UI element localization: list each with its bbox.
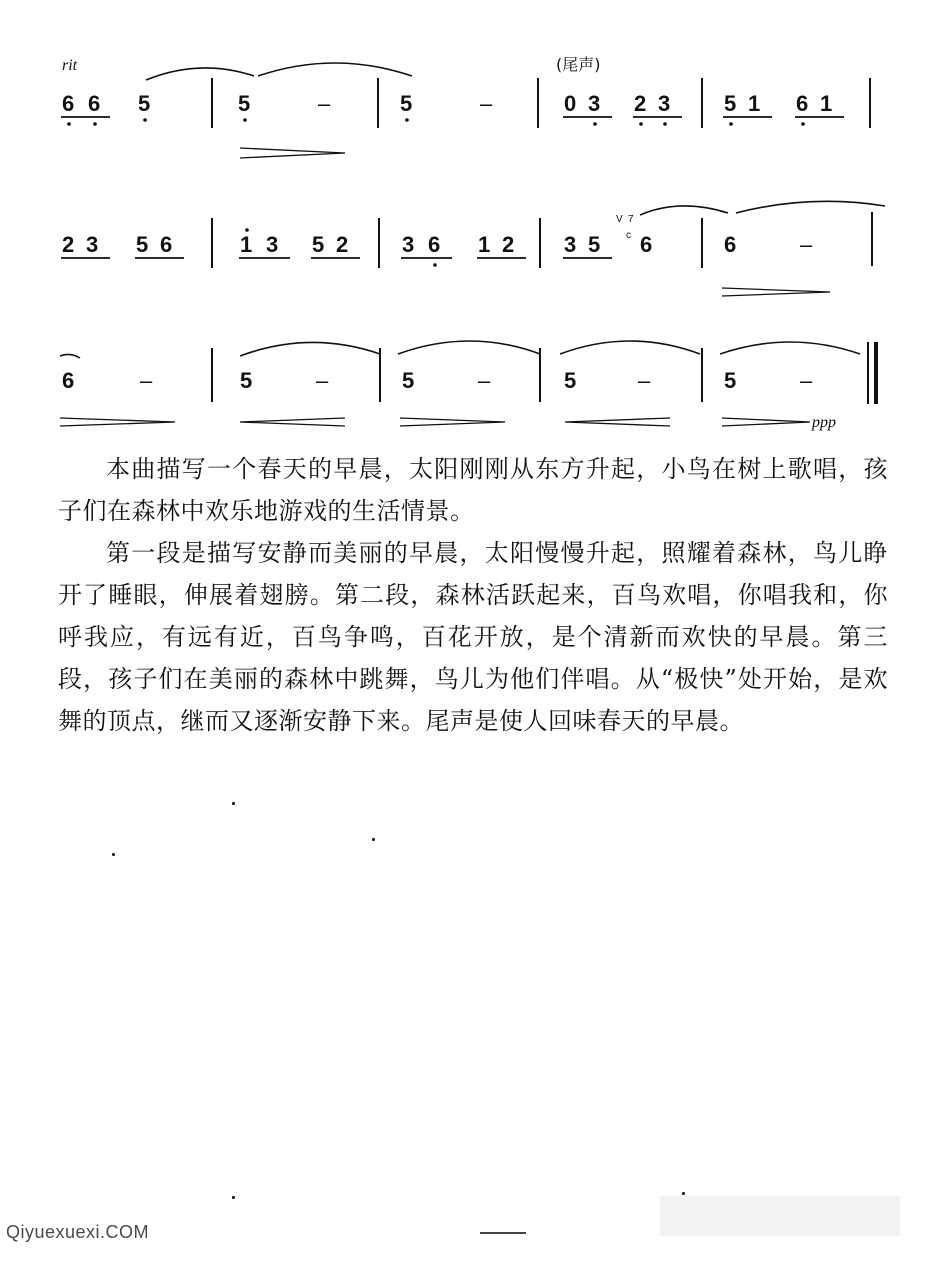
note: 6: [160, 232, 173, 257]
description-paragraph-2: 第一段是描写安静而美丽的早晨，太阳慢慢升起，照耀着森林，鸟儿睁开了睡眼，伸展着翅膀。第二段，森林活跃起来，百鸟欢唱，你唱我和，你呼我应，有远有近，百鸟争鸣，百花开放，是个清新而欢快的早晨。第三段，孩子们在美丽的森林中跳舞，鸟儿为他们伴唱。从“极快”处开始，是欢舞的顶点，继而又逐渐安静下来。尾声是使人回味春天的早晨。: [58, 539, 888, 735]
ornament-mark: 7: [628, 214, 634, 225]
low-octave-dot: [663, 122, 667, 126]
high-octave-dot: [245, 228, 249, 232]
low-octave-dot: [593, 122, 597, 126]
low-octave-dot: [93, 122, 97, 126]
scan-speck: [112, 853, 115, 856]
note: 3: [266, 232, 279, 257]
dash: –: [480, 91, 493, 116]
note: 5: [588, 232, 601, 257]
slur: [240, 342, 380, 356]
crescendo-hairpin: [240, 418, 345, 426]
note: 5: [400, 91, 413, 116]
note: 2: [502, 232, 515, 257]
jianpu-score: [0, 0, 928, 450]
slur: [60, 354, 80, 358]
decrescendo-hairpin: [722, 418, 810, 426]
description-text: [58, 448, 888, 742]
slur: [398, 341, 540, 354]
slur: [736, 201, 885, 213]
rit-marking: rit: [62, 57, 78, 74]
dash: –: [140, 368, 153, 393]
scan-speck: [232, 1196, 235, 1199]
note: 6: [62, 91, 75, 116]
slur: [258, 63, 412, 76]
note: 6: [640, 232, 653, 257]
note: 3: [564, 232, 577, 257]
decrescendo-hairpin: [60, 418, 175, 426]
note: 5: [724, 368, 737, 393]
coda-label: (尾声): [556, 55, 601, 74]
low-octave-dot: [243, 118, 247, 122]
crescendo-hairpin: [565, 418, 670, 426]
description-paragraph-1: 本曲描写一个春天的早晨，太阳刚刚从东方升起，小鸟在树上歌唱，孩子们在森林中欢乐地游戏的生活情景。: [58, 455, 888, 525]
note: 1: [820, 91, 833, 116]
low-octave-dot: [433, 263, 437, 267]
scan-fade: [660, 1196, 900, 1236]
slur: [640, 206, 728, 215]
note: 3: [86, 232, 99, 257]
note: 5: [240, 368, 253, 393]
note: 1: [478, 232, 491, 257]
note: 0: [564, 91, 577, 116]
note: 5: [238, 91, 251, 116]
note: 1: [240, 232, 253, 257]
note: 2: [634, 91, 647, 116]
decrescendo-hairpin: [400, 418, 505, 426]
slur: [560, 341, 700, 354]
scan-speck: [682, 1192, 685, 1195]
low-octave-dot: [801, 122, 805, 126]
decrescendo-hairpin: [240, 148, 345, 158]
low-octave-dot: [67, 122, 71, 126]
note: 1: [748, 91, 761, 116]
scan-speck: [232, 802, 235, 805]
site-watermark: Qiyuexuexi.COM: [6, 1222, 150, 1242]
note: 2: [62, 232, 75, 257]
dash: –: [638, 368, 651, 393]
low-octave-dot: [639, 122, 643, 126]
low-octave-dot: [729, 122, 733, 126]
note: 5: [138, 91, 151, 116]
decrescendo-hairpin: [722, 288, 830, 296]
dash: –: [478, 368, 491, 393]
note: 5: [312, 232, 325, 257]
scan-smudge: [480, 1232, 526, 1234]
note: 3: [658, 91, 671, 116]
note: 6: [88, 91, 101, 116]
note: 3: [588, 91, 601, 116]
note: 5: [724, 91, 737, 116]
note: 6: [796, 91, 809, 116]
dash: –: [316, 368, 329, 393]
note: 6: [62, 368, 75, 393]
slur: [720, 342, 860, 354]
note: 5: [402, 368, 415, 393]
note: 5: [564, 368, 577, 393]
note: 6: [428, 232, 441, 257]
dash: –: [318, 91, 331, 116]
scan-speck: [372, 838, 375, 841]
dash: –: [800, 232, 813, 257]
low-octave-dot: [143, 118, 147, 122]
ornament-sub: c: [626, 230, 631, 241]
note: 2: [336, 232, 349, 257]
note: 5: [136, 232, 149, 257]
low-octave-dot: [405, 118, 409, 122]
slur: [146, 68, 254, 80]
note: 3: [402, 232, 415, 257]
note: 6: [724, 232, 737, 257]
dynamic-ppp: ppp: [812, 414, 836, 431]
dash: –: [800, 368, 813, 393]
breath-mark: V: [616, 214, 623, 225]
